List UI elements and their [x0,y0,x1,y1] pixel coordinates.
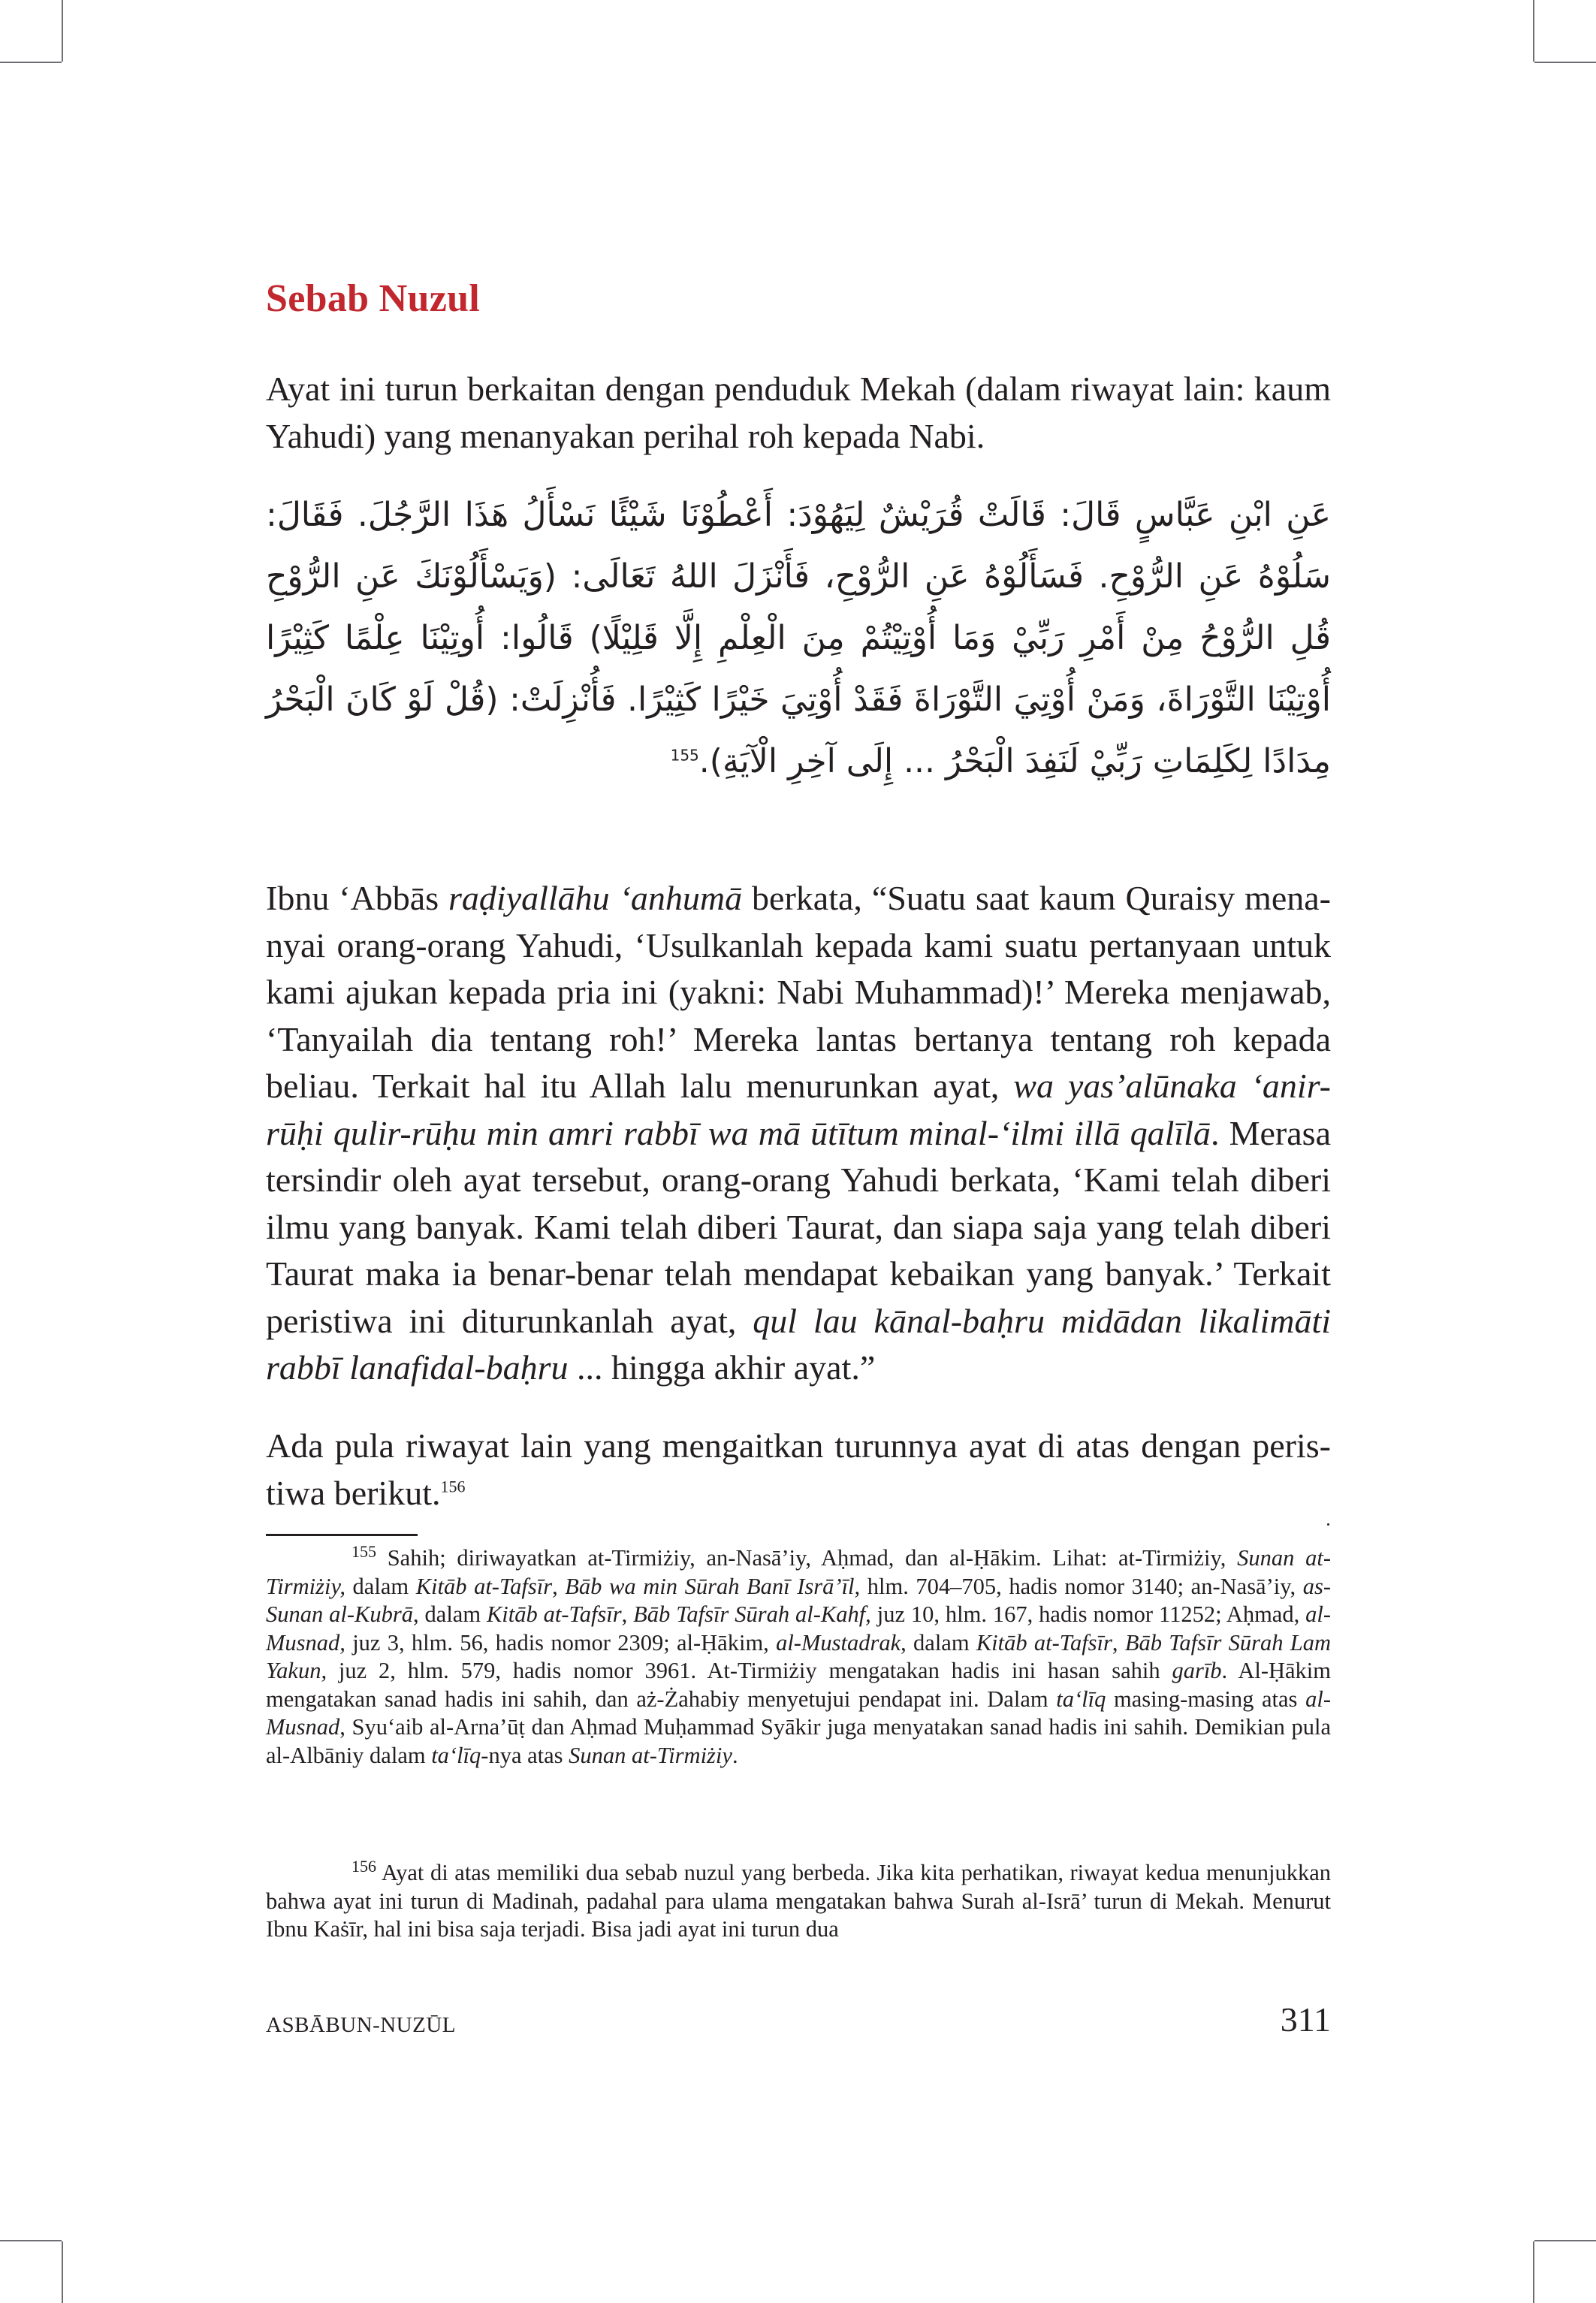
section-heading: Sebab Nuzul [266,277,481,320]
arabic-text: عَنِ ابْنِ عَبَّاسٍ قَالَ: قَالَتْ قُرَيْشٌ لِيَهُوْدَ: أَعْطُوْنَا شَيْئًا نَسْأَلُ هَذَا الرَّجُلَ. فَقَالَ: سَلُوْهُ عَنِ الرُّوْحِ. فَسَأَلُوْهُ عَنِ الرُّوْحِ، فَأَنْزَلَ اللهُ تَعَالَى: (وَيَسْأَلُوْنَكَ عَنِ الرُّوْحِ قُلِ الرُّوْحُ مِنْ أَمْرِ رَبِّيْ وَمَا أُوْتِيْتُمْ مِنَ الْعِلْمِ إِلَّا قَلِيْلًا) قَالُوا: أُوتِيْنَا عِلْمًا كَثِيْرًا أُوْتِيْنَا التَّوْرَاةَ، وَمَنْ أُوْتِيَ التَّوْرَاةَ فَقَدْ أُوْتِيَ خَيْرًا كَثِيْرًا. فَأُنْزِلَتْ: (قُلْ لَوْ كَانَ الْبَحْرُ مِدَادًا لِكَلِمَاتِ رَبِّيْ لَنَفِدَ الْبَحْرُ ... إِلَى آخِرِ الْآيَةِ). [266,496,1331,780]
crop-mark [1533,0,1534,62]
crop-mark [62,0,63,62]
crop-mark [1534,62,1596,63]
body-paragraph: Ibnu ‘Abbās raḍiyallāhu ‘anhumā berkata, “Suatu saat kaum Quraisy menanyai orang-orang Yahudi, ‘Usulkanlah kepada kami suatu pertanyaan untuk kami ajukan kepada pria ini (yakni: Nabi Muhammad)!’ Mereka menjawab, ‘Tanyailah dia tentang roh!’ Mereka lantas bertanya tentang roh kepada beliau. Terkait hal itu Allah lalu menurunkan ayat, wa yas’alūnaka ‘anir-rūḥi qulir-rūḥu min amri rabbī wa mā ūtītum minal-‘ilmi illā qalīlā. Merasa tersindir oleh ayat tersebut, orang-orang Yahudi berkata, ‘Kami telah diberi ilmu yang banyak. Kami telah diberi Taurat, dan siapa saja yang telah diberi Taurat maka ia benar-benar telah mendapat kebaikan yang banyak.’ Terkait peristiwa ini diturunkanlah ayat, qul lau kānal-baḥru midādan likalimāti rabbī lanafidal-baḥru ... hingga akhir ayat.” [266,879,1331,1387]
crop-mark [0,2240,62,2241]
stray-dot [1327,1523,1329,1526]
footnote-ref-155[interactable]: 155 [670,746,699,765]
footnote-155: $^{155}$ Sahih; diriwayatkan at-Tirmiżiy, an-Nasā’iy, Aḥmad, dan al-Ḥākim. Lihat: at-Tirmiżiy, Sunan at-Tirmiżiy, dalam Kitāb at-Tafsīr, Bāb wa min Sūrah Banī Isrā’īl, hlm. 704–705, hadis nomor 3140; an-Nasā’iy, as-Sunan al-Kubrā, dalam Kitāb at-Tafsīr, Bāb Tafsīr Sūrah al-Kahf, juz 10, hlm. 167, hadis nomor 11252; Aḥmad, al-Musnad, juz 3, hlm. 56, hadis nomor 2309; al-Ḥākim, al-Mustadrak, dalam Kitāb at-Tafsīr, Bāb Tafsīr Sūrah Lam Yakun, juz 2, hlm. 579, hadis nomor 3961. At-Tirmiżiy mengatakan hadis ini hasan sahih garīb. Al-Ḥākim mengatakan sanad hadis ini sahih, dan aż-Żahabiy menyetujui pendapat ini. Dalam ta‘līq masing-masing atas al-Musnad, Syu‘aib al-Arna’ūṭ dan Aḥmad Muḥammad Syākir juga menyatakan sanad hadis ini sahih. Demikian pula al-Albāniy dalam ta‘līq-nya atas Sunan at-Tirmiżiy. [266,1541,1332,1768]
crop-mark [0,62,62,63]
running-title: ASBĀBUN-NUZŪL [266,2013,456,2037]
crop-mark [1534,2240,1596,2241]
footnote-ref-156[interactable]: 156 [440,1477,466,1496]
closing-paragraph: Ada pula riwayat lain yang mengaitkan turunnya ayat di atas dengan peristiwa berikut.$^{156}$ [266,1426,1331,1512]
footnote-rule [266,1534,418,1536]
page-number: 311 [1280,2000,1331,2039]
footnote-156: $^{156}$ Ayat di atas memiliki dua sebab nuzul yang berbeda. Jika kita perhatikan, riwayat kedua menunjukkan bahwa ayat ini turun di Madinah, padahal para ulama mengatakan bahwa Surah al-Isrā’ turun di Mekah. Menurut Ibnu Kaṡīr, hal ini bisa saja terjadi. Bisa jadi ayat ini turun dua [266,1856,1331,1942]
intro-paragraph: Ayat ini turun berkaitan dengan penduduk Mekah (dalam riwayat lain: kaum Yahudi) yang menanyakan perihal roh kepada Nabi. [266,370,1331,455]
crop-mark [62,2241,63,2303]
arabic-hadith-text [266,484,1331,792]
crop-mark [1533,2241,1534,2303]
